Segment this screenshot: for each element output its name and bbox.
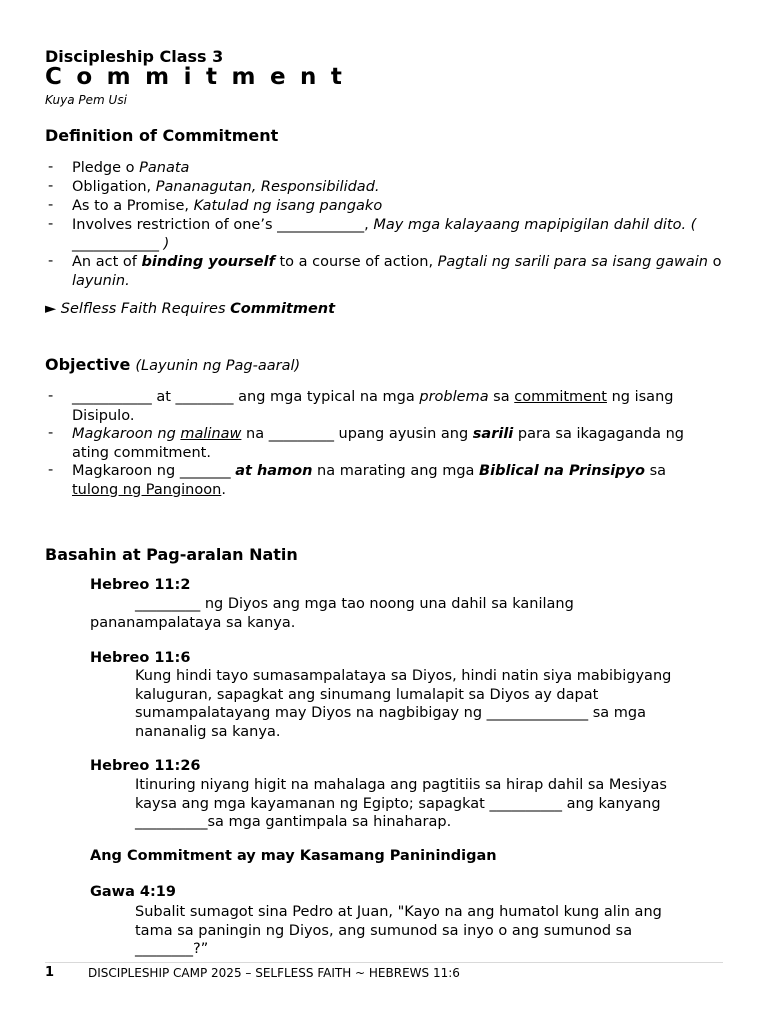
item-underline: commitment xyxy=(514,389,607,405)
objective-item-2 xyxy=(72,425,732,462)
item-text: ___________ at ________ ang mga typical na mga xyxy=(72,389,420,405)
item-italic: problema xyxy=(419,389,489,405)
item-bold-italic: sarili xyxy=(472,426,514,442)
item-text: Obligation, xyxy=(72,179,156,195)
item-text: para sa ikagaganda ng xyxy=(513,426,684,442)
definition-item-3 xyxy=(72,197,732,216)
footer-divider xyxy=(45,962,723,963)
definition-item-2 xyxy=(72,178,732,197)
class-title: Discipleship Class 3 xyxy=(45,47,224,66)
verse-text xyxy=(135,776,710,832)
item-text: As to a Promise, xyxy=(72,198,194,214)
verse-line: __________sa mga gantimpala sa hinaharap. xyxy=(135,814,452,830)
item-italic: ____________ ) xyxy=(72,235,170,252)
verse-line: nananalig sa kanya. xyxy=(135,723,281,740)
item-italic: layunin. xyxy=(72,272,130,289)
item-text: ng isang xyxy=(606,389,674,405)
item-bold-italic: at hamon xyxy=(235,463,313,479)
definition-item-4 xyxy=(72,216,732,253)
item-italic: Katulad ng isang pangako xyxy=(193,198,383,214)
list-bullet: - xyxy=(48,462,54,478)
objective-subheading: (Layunin ng Pag-aaral) xyxy=(135,358,301,374)
item-bold-italic: binding yourself xyxy=(141,254,275,270)
verse-line: kaysa ang mga kayamanan ng Egipto; sapagkat __________ ang kanyang xyxy=(135,795,661,812)
item-text: na marating ang mga xyxy=(312,463,480,479)
item-italic: Pananagutan, Responsibilidad. xyxy=(155,179,380,195)
item-text: ating commitment. xyxy=(72,444,211,461)
page-number: 1 xyxy=(45,965,55,980)
tagline xyxy=(45,301,335,317)
objective-heading: Objective xyxy=(45,355,131,374)
verse-line: tama sa paningin ng Diyos, ang sumunod sa inyo o ang sumunod sa xyxy=(135,922,633,939)
item-italic-underline: malinaw xyxy=(180,426,242,442)
verse-line: pananampalataya sa kanya. xyxy=(90,614,296,631)
verse-line: Kung hindi tayo sumasampalataya sa Diyos, hindi natin siya mabibigyang xyxy=(135,668,672,684)
item-italic: Magkaroon ng xyxy=(72,426,181,442)
list-bullet: - xyxy=(48,253,54,269)
item-text: Pledge o xyxy=(72,160,140,176)
list-bullet: - xyxy=(48,159,54,175)
verse-line: sumampalatayang may Diyos na nagbibigay ng ______________ sa mga xyxy=(135,705,647,721)
objective-item-3 xyxy=(72,462,732,499)
arrow-marker-icon: ► xyxy=(45,301,57,317)
item-bold-italic: Biblical na Prinsipyo xyxy=(479,463,645,479)
item-text: . xyxy=(221,481,226,498)
item-underline: tulong ng Panginoon xyxy=(72,481,222,498)
list-bullet: - xyxy=(48,197,54,213)
footer-text: DISCIPLESHIP CAMP 2025 – SELFLESS FAITH ~ HEBREWS 11:6 xyxy=(88,966,460,980)
verse-line: _________ ng Diyos ang mga tao noong una dahil sa kanilang xyxy=(135,596,574,612)
verse-line: Itinuring niyang higit na mahalaga ang pagtitiis sa hirap dahil sa Mesiyas xyxy=(135,777,667,793)
item-text: Disipulo. xyxy=(72,407,135,424)
item-text: o xyxy=(707,254,722,270)
tagline-italic: Selfless Faith Requires xyxy=(60,301,231,317)
page-title: Commitment xyxy=(45,64,357,90)
list-bullet: - xyxy=(48,216,54,232)
item-italic: May mga kalayaang mapipigilan dahil dito. ( xyxy=(373,217,697,233)
verse-line: kaluguran, sapagkat ang sinumang lumalapit sa Diyos ay dapat xyxy=(135,686,599,703)
item-italic: Panata xyxy=(139,160,190,176)
list-bullet: - xyxy=(48,178,54,194)
list-bullet: - xyxy=(48,388,54,404)
verse-text xyxy=(90,595,710,632)
item-text: sa xyxy=(488,389,515,405)
definition-item-1 xyxy=(72,159,732,178)
item-text: Involves restriction of one’s ____________, xyxy=(72,217,374,233)
item-italic: Pagtali ng sarili para sa isang gawain xyxy=(437,254,708,270)
verse-text xyxy=(135,903,710,959)
author: Kuya Pem Usi xyxy=(45,93,127,107)
tagline-bold: Commitment xyxy=(230,301,336,317)
verse-reference: Hebreo 11:2 xyxy=(90,577,191,593)
item-text: An act of xyxy=(72,254,142,270)
verse-text xyxy=(135,667,710,741)
item-text: to a course of action, xyxy=(274,254,438,270)
verse-reference: Gawa 4:19 xyxy=(90,884,176,900)
verse-line: Subalit sumagot sina Pedro at Juan, "Kayo na ang humatol kung alin ang xyxy=(135,904,662,920)
definition-heading: Definition of Commitment xyxy=(45,126,279,145)
verse-reference: Hebreo 11:6 xyxy=(90,650,191,666)
item-text: na _________ upang ayusin ang xyxy=(241,426,473,442)
definition-item-5 xyxy=(72,253,732,290)
verse-line: ________?” xyxy=(135,941,209,957)
objective-item-1 xyxy=(72,388,732,425)
verse-reference: Hebreo 11:26 xyxy=(90,758,201,774)
study-heading: Basahin at Pag-aralan Natin xyxy=(45,545,298,564)
item-text: sa xyxy=(644,463,667,479)
list-bullet: - xyxy=(48,425,54,441)
objective-heading-row xyxy=(45,355,300,374)
study-subheading: Ang Commitment ay may Kasamang Paninindigan xyxy=(90,848,497,864)
item-text: Magkaroon ng _______ xyxy=(72,463,236,479)
